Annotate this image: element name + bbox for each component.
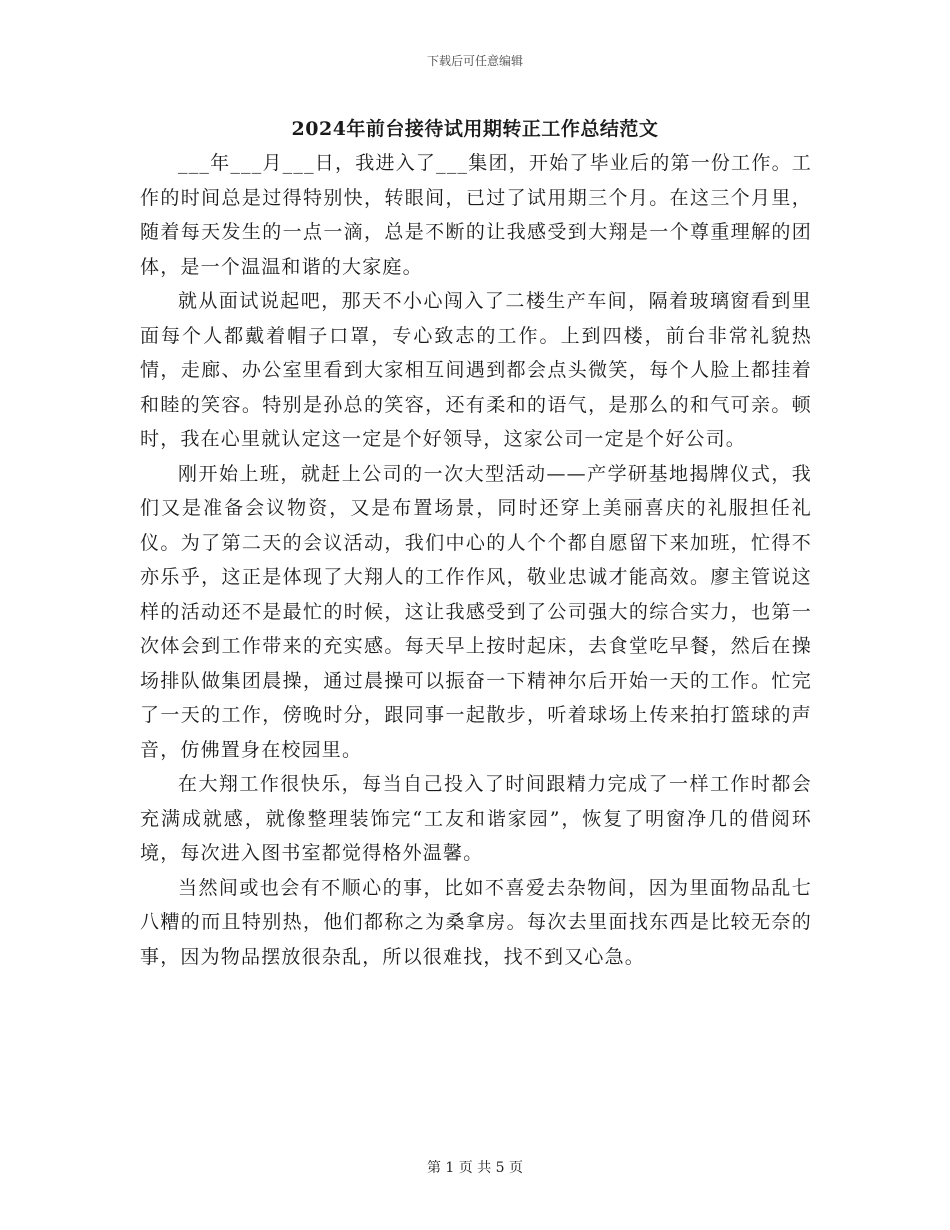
document-title: 2024年前台接待试用期转正工作总结范文 [291, 118, 659, 140]
paragraph-4: 在大翔工作很快乐，每当自己投入了时间跟精力完成了一样工作时都会充满成就感，就像整理装饰完“工友和谐家园”，恢复了明窗净几的借阅环境，每次进入图书室都觉得格外温馨。 [140, 773, 812, 864]
paragraph-3: 刚开始上班，就赶上公司的一次大型活动——产学研基地揭牌仪式，我们又是准备会议物资，又是布置场景，同时还穿上美丽喜庆的礼服担任礼仪。为了第二天的会议活动，我们中心的人个个都自愿留下来加班，忙得不亦乐乎，这正是体现了大翔人的工作作风，敬业忠诚才能高效。廖主管说这样的活动还不是最忙的时候，这让我感受到了公司强大的综合实力，也第一次体会到工作带来的充实感。每天早上按时起床，去食堂吃早餐，然后在操场排队做集团晨操，通过晨操可以振奋一下精神尔后开始一天的工作。忙完了一天的工作，傍晚时分，跟同事一起散步，听着球场上传来拍打篮球的声音，仿佛置身在校园里。 [140, 462, 812, 761]
document-body [140, 146, 812, 974]
paragraph-2: 就从面试说起吧，那天不小心闯入了二楼生产车间，隔着玻璃窗看到里面每个人都戴着帽子口罩，专心致志的工作。上到四楼，前台非常礼貌热情，走廊、办公室里看到大家相互间遇到都会点头微笑，每个人脸上都挂着和睦的笑容。特别是孙总的笑容，还有柔和的语气，是那么的和气可亲。顿时，我在心里就认定这一定是个好领导，这家公司一定是个好公司。 [140, 290, 812, 450]
page-number-footer: 第 1 页 共 5 页 [426, 1160, 524, 1176]
paragraph-1: ___年___月___日，我进入了___集团，开始了毕业后的第一份工作。工作的时间总是过得特别快，转眼间，已过了试用期三个月。在这三个月里，随着每天发生的一点一滴，总是不断的让我感受到大翔是一个尊重理解的团体，是一个温温和谐的大家庭。 [140, 152, 812, 278]
paragraph-5: 当然间或也会有不顺心的事，比如不喜爱去杂物间，因为里面物品乱七八糟的而且特别热，他们都称之为桑拿房。每次去里面找东西是比较无奈的事，因为物品摆放很杂乱，所以很难找，找不到又心急。 [140, 876, 812, 968]
page-header-note: 下载后可任意编辑 [426, 54, 523, 68]
